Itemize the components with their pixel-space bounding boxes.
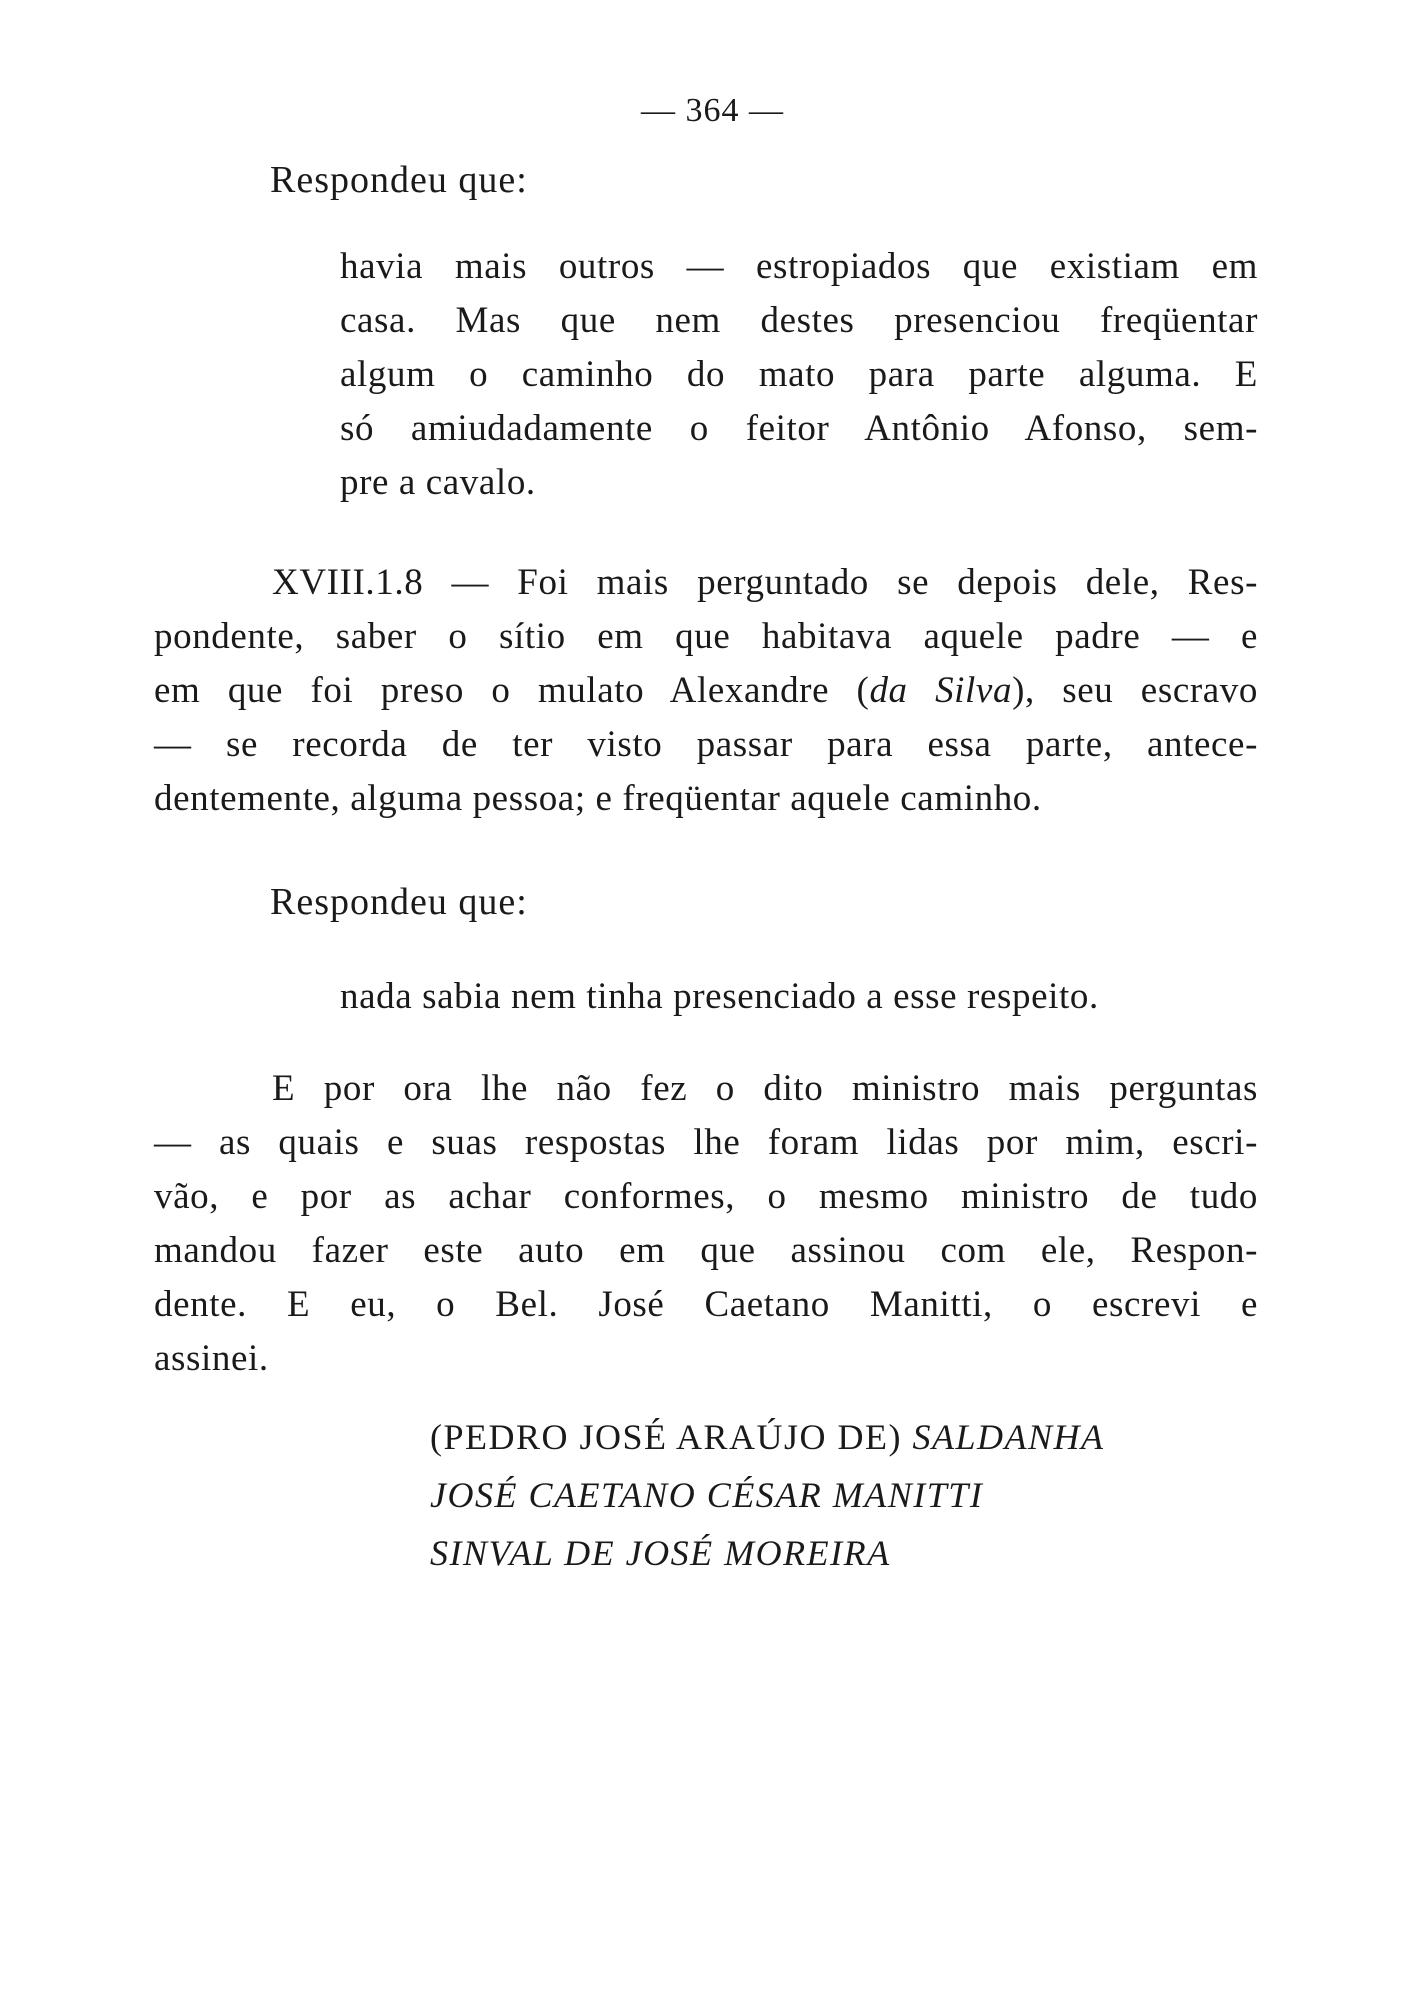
response-label-2: Respondeu que:	[270, 881, 528, 923]
answer-1	[340, 240, 1258, 510]
question-line: pondente, saber o sítio em que habitava aquele padre — e	[154, 616, 1258, 657]
answer-1-line: só amiudadamente o feitor Antônio Afonso, sem-	[340, 408, 1258, 449]
answer-2	[340, 970, 1258, 1024]
answer-2-line: nada sabia nem tinha presenciado a esse respeito.	[340, 976, 1099, 1017]
question-line	[154, 664, 1258, 718]
answer-1-line: casa. Mas que nem destes presenciou freqüentar	[340, 300, 1258, 341]
closing-line: — as quais e suas respostas lhe foram lidas por mim, escri-	[154, 1122, 1258, 1163]
response-label-1: Respondeu que:	[270, 159, 528, 201]
closing-line: E por ora lhe não fez o dito ministro mais perguntas	[272, 1068, 1258, 1109]
page-number: — 364 —	[641, 92, 784, 129]
answer-1-line: pre a cavalo.	[340, 462, 536, 503]
closing-line: dente. E eu, o Bel. José Caetano Manitti, o escrevi e	[154, 1284, 1258, 1325]
signature-text: (PEDRO JOSÉ ARAÚJO DE)	[430, 1417, 913, 1457]
question-line: — se recorda de ter visto passar para essa parte, antece-	[154, 724, 1258, 765]
question-italic-text: da Silva	[869, 670, 1013, 711]
signature-saldanha	[430, 1408, 1105, 1466]
closing-line: vão, e por as achar conformes, o mesmo ministro de tudo	[154, 1176, 1258, 1217]
closing-paragraph	[154, 1062, 1258, 1386]
question-line: XVIII.1.8 — Foi mais perguntado se depois dele, Res-	[272, 562, 1258, 603]
signature-italic-text: SALDANHA	[912, 1417, 1105, 1457]
closing-line: mandou fazer este auto em que assinou com ele, Respon-	[154, 1230, 1258, 1271]
question-text: em que foi preso o mulato Alexandre (	[154, 670, 870, 711]
signature-block	[430, 1408, 1105, 1582]
closing-line: assinei.	[154, 1338, 269, 1379]
signature-moreira: SINVAL DE JOSÉ MOREIRA	[430, 1533, 891, 1573]
answer-1-line: algum o caminho do mato para parte alguma. E	[340, 354, 1258, 395]
question-text: ), seu escravo	[1012, 670, 1258, 711]
question-paragraph	[154, 556, 1258, 826]
answer-1-line: havia mais outros — estropiados que existiam em	[340, 246, 1258, 287]
question-line: dentemente, alguma pessoa; e freqüentar aquele caminho.	[154, 778, 1042, 819]
signature-manitti: JOSÉ CAETANO CÉSAR MANITTI	[430, 1475, 984, 1515]
